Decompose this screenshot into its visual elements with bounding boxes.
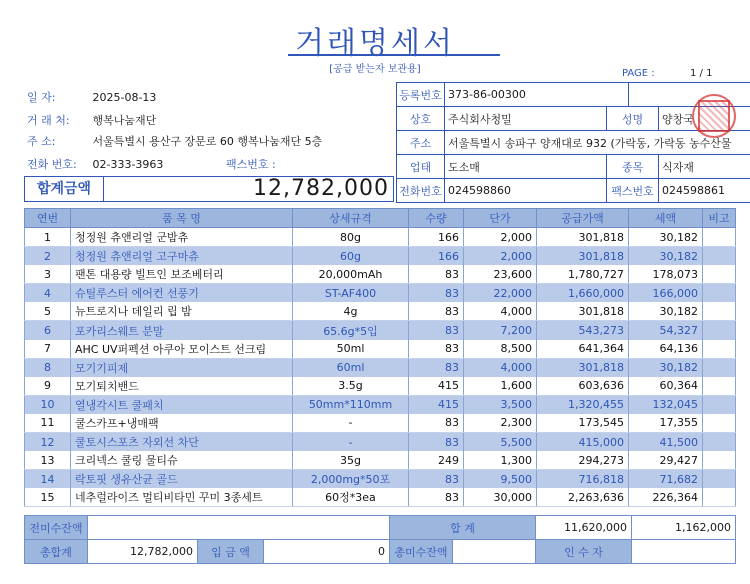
total-amount-box — [24, 176, 394, 202]
item-note — [703, 470, 736, 489]
footer-row-2 — [25, 540, 736, 564]
receiver-value — [632, 540, 736, 564]
buyer-address-label: 주 소: — [27, 135, 56, 148]
item-note — [703, 228, 736, 247]
item-qty: 166 — [409, 228, 464, 247]
items-header-row — [25, 209, 736, 228]
item-supply: 294,273 — [537, 451, 629, 470]
buyer-date-label: 일 자: — [27, 91, 56, 104]
table-row — [25, 321, 736, 340]
item-note — [703, 358, 736, 377]
item-tax: 178,073 — [629, 265, 703, 284]
item-no: 2 — [25, 247, 71, 266]
item-supply: 301,818 — [537, 228, 629, 247]
item-note — [703, 321, 736, 340]
buyer-fax-label: 팩스번호 : — [226, 158, 276, 171]
item-supply: 301,818 — [537, 358, 629, 377]
item-note — [703, 340, 736, 359]
item-name: 쿨토시스포츠 자외선 차단 — [71, 433, 293, 452]
table-row — [25, 228, 736, 247]
item-tax: 226,364 — [629, 488, 703, 507]
item-price: 23,600 — [464, 265, 537, 284]
prev-balance-value — [88, 516, 390, 540]
header-spec: 상세규격 — [293, 209, 409, 228]
seal-stamp-icon — [692, 94, 736, 138]
item-spec: - — [293, 433, 409, 452]
item-tax: 54,327 — [629, 321, 703, 340]
buyer-address-row — [27, 133, 322, 149]
page-label: PAGE : — [622, 68, 655, 79]
items-body — [25, 228, 736, 507]
item-name: 팬톤 대용량 빌트인 보조베터리 — [71, 265, 293, 284]
buyer-name-row — [27, 112, 156, 128]
table-row — [25, 470, 736, 489]
item-price: 5,500 — [464, 433, 537, 452]
prev-balance-label: 전미수잔액 — [25, 516, 88, 540]
total-amount-label: 합계금액 — [25, 177, 104, 201]
item-spec: 65.6g*5입 — [293, 321, 409, 340]
item-tax: 71,682 — [629, 470, 703, 489]
total-balance-value — [453, 540, 536, 564]
item-supply: 301,818 — [537, 302, 629, 321]
item-name: 청정원 츄앤리얼 군밤츄 — [71, 228, 293, 247]
grand-total-value: 12,782,000 — [88, 540, 198, 564]
item-qty: 166 — [409, 247, 464, 266]
items-table — [24, 208, 736, 507]
header-supply: 공급가액 — [537, 209, 629, 228]
buyer-name-label: 거 래 처: — [27, 114, 70, 127]
header-note: 비고 — [703, 209, 736, 228]
item-qty: 83 — [409, 302, 464, 321]
seal-stamp-inner — [698, 100, 730, 132]
item-price: 2,300 — [464, 414, 537, 433]
item-name: 뉴트로지나 데일리 립 밤 — [71, 302, 293, 321]
item-tax: 60,364 — [629, 377, 703, 396]
supplier-company-label: 상호 — [397, 107, 445, 131]
table-row — [25, 302, 736, 321]
item-note — [703, 265, 736, 284]
item-tax: 30,182 — [629, 302, 703, 321]
item-name: 포카리스웨트 분말 — [71, 321, 293, 340]
item-price: 1,300 — [464, 451, 537, 470]
item-supply: 1,780,727 — [537, 265, 629, 284]
item-qty: 83 — [409, 470, 464, 489]
table-row — [25, 395, 736, 414]
item-name: 청정원 츄앤리얼 고구마츄 — [71, 247, 293, 266]
item-price: 7,200 — [464, 321, 537, 340]
deposit-value: 0 — [264, 540, 390, 564]
total-amount-value: 12,782,000 — [253, 176, 389, 201]
item-spec: 50ml — [293, 340, 409, 359]
item-qty: 83 — [409, 284, 464, 303]
buyer-date-row — [27, 89, 156, 105]
sum-supply: 11,620,000 — [536, 516, 632, 540]
item-no: 12 — [25, 433, 71, 452]
supplier-fax: 024598861 — [659, 179, 750, 203]
table-row — [25, 488, 736, 507]
item-qty: 83 — [409, 414, 464, 433]
item-price: 9,500 — [464, 470, 537, 489]
supplier-phone: 024598860 — [445, 179, 607, 203]
item-qty: 83 — [409, 340, 464, 359]
supplier-address-label: 주소 — [397, 131, 445, 155]
item-no: 7 — [25, 340, 71, 359]
footer-row-1 — [25, 516, 736, 540]
total-balance-label: 총미수잔액 — [390, 540, 453, 564]
item-supply: 603,636 — [537, 377, 629, 396]
page-number: 1 / 1 — [690, 68, 713, 79]
item-no: 6 — [25, 321, 71, 340]
item-price: 1,600 — [464, 377, 537, 396]
item-no: 9 — [25, 377, 71, 396]
item-price: 2,000 — [464, 228, 537, 247]
item-qty: 415 — [409, 377, 464, 396]
table-row — [25, 414, 736, 433]
item-price: 2,000 — [464, 247, 537, 266]
item-supply: 543,273 — [537, 321, 629, 340]
item-supply: 173,545 — [537, 414, 629, 433]
supplier-rep-label: 성명 — [607, 107, 659, 131]
supplier-fax-label: 팩스번호 — [607, 179, 659, 203]
supplier-phone-label: 전화번호 — [397, 179, 445, 203]
document-subtitle: [공급 받는자 보관용] — [329, 64, 421, 75]
item-no: 14 — [25, 470, 71, 489]
supplier-reg-no: 373-86-00300 — [445, 83, 629, 107]
item-name: 슈틸루스터 에어컨 선풍기 — [71, 284, 293, 303]
item-price: 3,500 — [464, 395, 537, 414]
item-spec: ST-AF400 — [293, 284, 409, 303]
receiver-label: 인 수 자 — [536, 540, 632, 564]
supplier-company: 주식회사청밀 — [445, 107, 607, 131]
item-name: 모기기피제 — [71, 358, 293, 377]
item-tax: 17,355 — [629, 414, 703, 433]
item-name: 네추럴라이즈 멀티비타민 꾸미 3종세트 — [71, 488, 293, 507]
item-spec: 4g — [293, 302, 409, 321]
item-no: 1 — [25, 228, 71, 247]
item-tax: 41,500 — [629, 433, 703, 452]
item-no: 11 — [25, 414, 71, 433]
buyer-phone-label: 전화 번호: — [27, 158, 77, 171]
item-tax: 132,045 — [629, 395, 703, 414]
table-row — [25, 377, 736, 396]
item-no: 5 — [25, 302, 71, 321]
header-price: 단가 — [464, 209, 537, 228]
item-tax: 30,182 — [629, 247, 703, 266]
item-price: 30,000 — [464, 488, 537, 507]
item-no: 8 — [25, 358, 71, 377]
item-qty: 83 — [409, 433, 464, 452]
table-row — [25, 284, 736, 303]
item-supply: 2,263,636 — [537, 488, 629, 507]
item-spec: 80g — [293, 228, 409, 247]
item-name: 크리넥스 쿨링 물티슈 — [71, 451, 293, 470]
table-row — [25, 247, 736, 266]
item-spec: 20,000mAh — [293, 265, 409, 284]
item-tax: 166,000 — [629, 284, 703, 303]
item-note — [703, 377, 736, 396]
item-note — [703, 302, 736, 321]
item-supply: 301,818 — [537, 247, 629, 266]
item-name: 락토핏 생유산균 골드 — [71, 470, 293, 489]
item-no: 10 — [25, 395, 71, 414]
item-name: 모기퇴치밴드 — [71, 377, 293, 396]
item-note — [703, 488, 736, 507]
supplier-reg-label: 등록번호 — [397, 83, 445, 107]
item-name: 열냉각시트 쿨패치 — [71, 395, 293, 414]
item-spec: 50mm*110mm — [293, 395, 409, 414]
document-title: 거래명세서 — [295, 26, 455, 61]
table-row — [25, 358, 736, 377]
item-qty: 415 — [409, 395, 464, 414]
header-qty: 수량 — [409, 209, 464, 228]
table-row — [25, 433, 736, 452]
item-tax: 30,182 — [629, 228, 703, 247]
item-supply: 1,320,455 — [537, 395, 629, 414]
item-qty: 83 — [409, 265, 464, 284]
item-spec: 3.5g — [293, 377, 409, 396]
supplier-rep: 양창국 — [659, 107, 750, 131]
item-qty: 83 — [409, 358, 464, 377]
item-spec: - — [293, 414, 409, 433]
item-no: 15 — [25, 488, 71, 507]
supplier-biz-item: 식자재 — [659, 155, 750, 179]
deposit-label: 입 금 액 — [198, 540, 264, 564]
item-supply: 1,660,000 — [537, 284, 629, 303]
item-qty: 249 — [409, 451, 464, 470]
buyer-date: 2025-08-13 — [92, 91, 157, 104]
sum-tax: 1,162,000 — [632, 516, 736, 540]
supplier-biz-type: 도소매 — [445, 155, 607, 179]
item-spec: 2,000mg*50포 — [293, 470, 409, 489]
header-name: 품 목 명 — [71, 209, 293, 228]
item-supply: 641,364 — [537, 340, 629, 359]
table-row — [25, 265, 736, 284]
item-supply: 716,818 — [537, 470, 629, 489]
item-note — [703, 247, 736, 266]
item-spec: 60정*3ea — [293, 488, 409, 507]
item-spec: 35g — [293, 451, 409, 470]
buyer-address: 서울특별시 용산구 장문로 60 행복나눔재단 5층 — [92, 135, 323, 148]
item-price: 22,000 — [464, 284, 537, 303]
item-note — [703, 451, 736, 470]
header-no: 연번 — [25, 209, 71, 228]
item-name: 쿨스카프+냉매팩 — [71, 414, 293, 433]
table-row — [25, 340, 736, 359]
item-tax: 64,136 — [629, 340, 703, 359]
supplier-biz-item-label: 종목 — [607, 155, 659, 179]
header-tax: 세액 — [629, 209, 703, 228]
supplier-address: 서울특별시 송파구 양재대로 932 (가락동, 가락동 농수산물 — [445, 131, 750, 155]
buyer-phone-row — [27, 156, 276, 172]
item-price: 4,000 — [464, 302, 537, 321]
item-spec: 60ml — [293, 358, 409, 377]
item-no: 3 — [25, 265, 71, 284]
item-note — [703, 395, 736, 414]
item-tax: 30,182 — [629, 358, 703, 377]
sum-label: 합 계 — [390, 516, 536, 540]
item-note — [703, 414, 736, 433]
table-row — [25, 451, 736, 470]
item-note — [703, 284, 736, 303]
grand-total-label: 총합계 — [25, 540, 88, 564]
supplier-biz-type-label: 업태 — [397, 155, 445, 179]
item-qty: 83 — [409, 321, 464, 340]
item-price: 8,500 — [464, 340, 537, 359]
item-no: 13 — [25, 451, 71, 470]
item-note — [703, 433, 736, 452]
item-spec: 60g — [293, 247, 409, 266]
title-underline — [288, 54, 500, 56]
item-name: AHC UV퍼펙션 아쿠아 모이스트 선크림 — [71, 340, 293, 359]
item-tax: 29,427 — [629, 451, 703, 470]
footer-table — [24, 515, 736, 564]
buyer-name: 행복나눔재단 — [92, 114, 157, 127]
item-no: 4 — [25, 284, 71, 303]
item-price: 4,000 — [464, 358, 537, 377]
item-qty: 83 — [409, 488, 464, 507]
item-supply: 415,000 — [537, 433, 629, 452]
buyer-phone: 02-333-3963 — [92, 158, 164, 171]
